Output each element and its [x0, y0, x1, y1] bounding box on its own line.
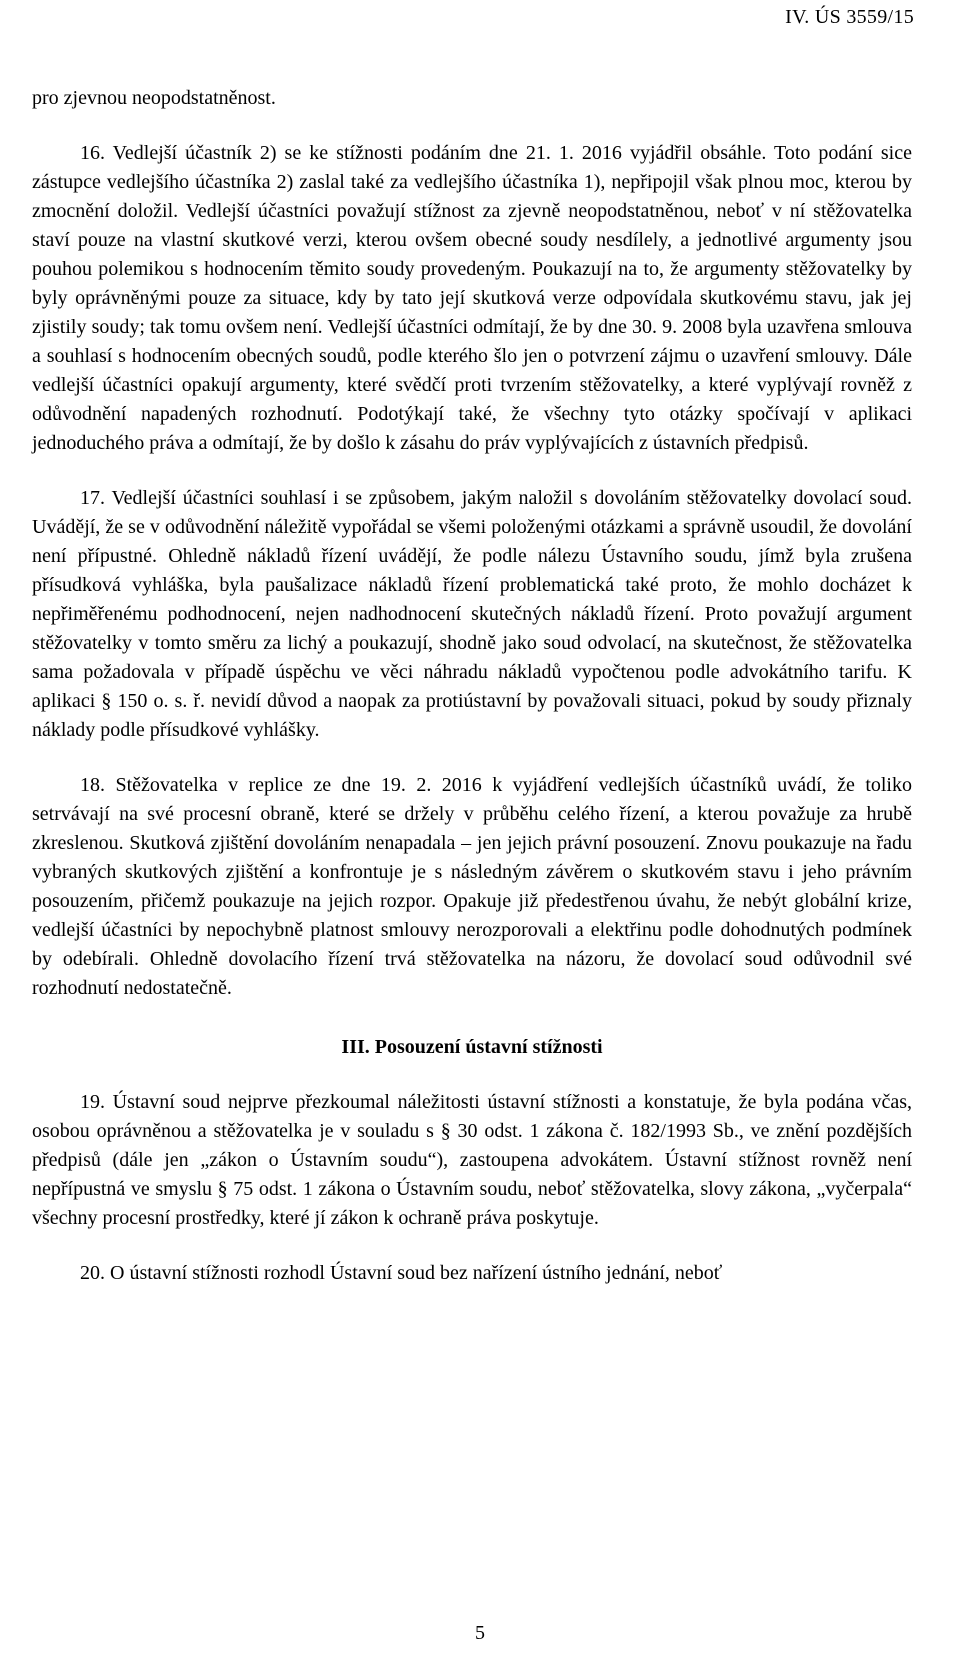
case-number-header: IV. ÚS 3559/15: [785, 6, 914, 28]
paragraph-15-end: pro zjevnou neopodstatněnost.: [32, 87, 276, 109]
paragraph-20: 20. O ústavní stížnosti rozhodl Ústavní soud bez nařízení ústního jednání, neboť: [80, 1262, 723, 1284]
section-heading: III. Posouzení ústavní stížnosti: [341, 1036, 603, 1058]
paragraph-19: 19. Ústavní soud nejprve přezkoumal náležitosti ústavní stížnosti a konstatuje, že byla podána včas, osobou oprávněnou a stěžovatelka je v souladu s § 30 odst. 1 zákona č. 182/1993 Sb., ve znění pozdějších předpisů (dále jen „zákon o Ústavním soudu“), zastoupena advokátem. Ústavní stížnost rovněž není nepřípustná ve smyslu § 75 odst. 1 zákona o Ústavním soudu, neboť stěžovatelka, slovy zákona, „vyčerpala“ všechny procesní prostředky, které jí zákon k ochraně práva poskytuje.: [32, 1091, 912, 1229]
paragraph-18: 18. Stěžovatelka v replice ze dne 19. 2. 2016 k vyjádření vedlejších účastníků uvádí, že toliko setrvávají na své procesní obraně, které se držely v průběhu celého řízení, a kterou považuje za hrubě zkreslenou. Skutková zjištění dovoláním nenapadala – jen jejich právní posouzení. Znovu poukazuje na řadu vybraných skutkových zjištění a konfrontuje je s následným závěrem o skutkovém stavu i jeho právním posouzením, přičemž poukazuje na jejich rozpor. Opakuje již předestřenou úvahu, že nebýt globální krize, vedlejší účastníci by nepochybně platnost smlouvy nerozporovali a elektřinu podle dohodnutých podmínek by odebírali. Ohledně dovolacího řízení trvá stěžovatelka na názoru, že dovolací soud odůvodnil své rozhodnutí nedostatečně.: [32, 774, 912, 999]
page-number: 5: [475, 1622, 485, 1644]
document-body: [32, 84, 912, 1288]
paragraph-16: 16. Vedlejší účastník 2) se ke stížnosti podáním dne 21. 1. 2016 vyjádřil obsáhle. Toto podání sice zástupce vedlejšího účastníka 2) zaslal také za vedlejšího účastníka 1), nepřipojil však plnou moc, kterou by zmocnění doložil. Vedlejší účastníci považují stížnost za zjevně neopodstatněnou, neboť v ní stěžovatelka staví pouze na vlastní skutkové verzi, kterou ovšem obecné soudy nesdílely, a jednotlivé argumenty jsou pouhou polemikou s hodnocením těmito soudy provedeným. Poukazují na to, že argumenty stěžovatelky by byly oprávněnými pouze za situace, kdy by tato její skutková verze odpovídala skutkovému stavu, jak jej zjistily soudy; tak tomu ovšem není. Vedlejší účastníci odmítají, že by dne 30. 9. 2008 byla uzavřena smlouva a souhlasí s hodnocením obecných soudů, podle kterého šlo jen o potvrzení zájmu o uzavření smlouvy. Dále vedlejší účastníci opakují argumenty, které svědčí proti tvrzením stěžovatelky, a které vyplývají rovněž z odůvodnění napadených rozhodnutí. Podotýkají také, že všechny tyto otázky spočívají v aplikaci jednoduchého práva a odmítají, že by došlo k zásahu do práv vyplývajících z ústavních předpisů.: [32, 142, 912, 454]
paragraph-17: 17. Vedlejší účastníci souhlasí i se způsobem, jakým naložil s dovoláním stěžovatelky dovolací soud. Uvádějí, že se v odůvodnění náležitě vypořádal se všemi položenými otázkami a správně usoudil, že dovolání není přípustné. Ohledně nákladů řízení uvádějí, že podle nálezu Ústavního soudu, jímž byla zrušena přísudková vyhláška, byla paušalizace nákladů řízení problematická také proto, že mohlo docházet k nepřiměřenému podhodnocení, nejen nadhodnocení skutečných nákladů řízení. Proto považují argument stěžovatelky v tomto směru za lichý a poukazují, shodně jako soud odvolací, na skutečnost, že stěžovatelka sama požadovala v případě úspěchu ve věci náhradu nákladů vypočtenou podle advokátního tarifu. K aplikaci § 150 o. s. ř. nevidí důvod a naopak za protiústavní by považovali situaci, pokud by soudy přiznaly náklady podle přísudkové vyhlášky.: [32, 487, 912, 741]
